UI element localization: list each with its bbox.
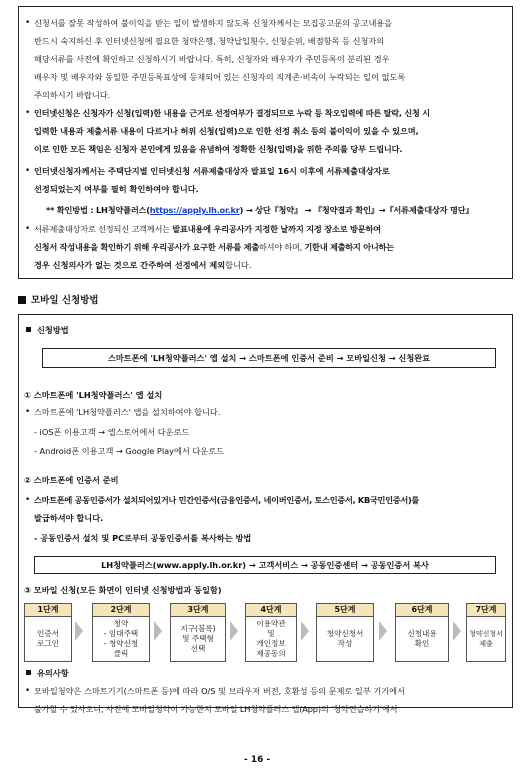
notice-p1-line: 신청서를 잘못 작성하여 불이익을 받는 일이 발생하지 않도록 신청자께서는 모집공고문의 공고내용을 [34,18,393,28]
notice-p4-line [34,242,394,253]
step-card-4 [245,603,297,662]
step-label: 6단계 [395,603,449,617]
section-title-text: 모바일 신청방법 [31,295,99,306]
bullet-dot: • [25,224,31,234]
step3-title: ③ 모바일 신청(모든 화면이 인터넷 신청방법과 동일함) [24,585,222,595]
step-text: 청약신청서 작성 [316,617,374,662]
notice-p3-line: 선정되었는지 여부를 필히 확인하여야 합니다. [34,184,199,194]
step-text: 청약신청서 제출 [466,617,506,662]
notice-p2-line: 입력한 내용과 제출서류 내용이 다르거나 허위 신청(입력)으로 인한 선정 취소 등의 불이익이 있을 수 있으며, [34,126,419,136]
method-heading [26,325,69,336]
small-square-icon [26,327,31,332]
step2-title: ② 스마트폰에 인증서 준비 [24,475,119,485]
caution-heading [26,668,69,679]
confirm-method [46,205,473,216]
step2-bullet: 스마트폰에 공동인증서가 설치되어있거나 민간인증서(금융인증서, 네이버인증서, 토스인증서, KB국민인증서)를 [34,495,420,505]
caution-heading-text: 유의사항 [37,668,69,678]
notice-p1-line: 주의하시기 바랍니다. [34,90,111,100]
step-card-5 [316,603,374,662]
step-text: 신청내용 확인 [395,617,449,662]
bullet-dot: • [25,108,31,118]
caution-line: 불가할 수 있사오니, 사전에 모바일청약이 가능한지 모바일 LH청약플러스 앱(App)의 '청약연습하기'에서 [34,704,398,714]
method-heading-text: 신청방법 [37,325,69,335]
bullet-dot: • [25,18,31,28]
step1-ios: - iOS폰 이용고객 → 앱스토어에서 다운로드 [34,427,190,437]
step-card-1 [24,603,72,662]
step-text: 지구(블록) 및 주택형 선택 [170,617,226,662]
notice-p1-line: 해당서류를 사전에 확인하고 신청하시기 바랍니다. 특히, 신청자와 배우자가 주민등록이 분리된 경우 [34,54,390,64]
step-label: 2단계 [92,603,150,617]
arrow-right-icon [453,621,461,641]
apply-link[interactable]: https://apply.lh.or.kr [149,205,240,215]
step-label: 5단계 [316,603,374,617]
bullet-dot: • [25,407,31,417]
notice-p4-bold: 기한내 제출하지 아니하는 [304,242,394,252]
notice-p1-line: 배우자 및 배우자와 동일한 주민등록표상에 등재되어 있는 신청자의 직계존·비속이 누락되는 일이 없도록 [34,72,406,82]
step-label: 1단계 [24,603,72,617]
notice-p4-text: 합니다. [225,260,252,270]
notice-p4-text: 서류제출대상자로 선정되신 고객께서는 [34,224,173,234]
step-text: 인증서 로그인 [24,617,72,662]
step1-android: - Android폰 이용고객 → Google Play에서 다운로드 [34,446,225,456]
notice-p4-line [34,260,251,271]
arrow-right-icon [154,621,162,641]
step-card-6 [395,603,449,662]
notice-p4-bold: 발표내용에 우리공사가 지정한 날까지 지정 장소로 방문하여 [172,224,381,234]
step-label: 7단계 [466,603,506,617]
step-text: 이용약관 및 개인정보 제공동의 [245,617,297,662]
notice-p4-text: 하셔야 하며, [259,242,305,252]
bullet-dot: • [25,166,31,176]
notice-p4-bold: 경우 신청의사가 없는 것으로 간주하여 선정에서 제외 [34,260,226,270]
step-card-3 [170,603,226,662]
notice-p4-bold: 신청서 작성내용을 확인하기 위해 우리공사가 요구한 서류를 제출 [34,242,260,252]
step1-bullet: 스마트폰에 'LH청약플러스' 앱을 설치하여야 합니다. [34,407,221,417]
confirm-method-prefix: ** 확인방법 : LH청약플러스( [46,205,150,215]
notice-p3-line: 인터넷신청자께서는 주택단지별 인터넷신청 서류제출대상자 발표일 16시 이후에 서류제출대상자로 [34,166,390,176]
step2-bullet: 발급하셔야 합니다. [34,513,104,523]
section-title [18,295,99,306]
caution-line: 모바일청약은 스마트기기(스마트폰 등)에 따라 O/S 및 브라우저 버전, 호환성 등의 문제로 일부 기기에서 [34,686,405,696]
arrow-right-icon [230,621,238,641]
step-label: 4단계 [245,603,297,617]
bullet-dot: • [25,495,31,505]
small-square-icon [26,670,31,675]
step-card-2 [92,603,150,662]
step1-title: ① 스마트폰에 'LH청약플러스' 앱 설치 [24,390,163,400]
arrow-right-icon [379,621,387,641]
notice-p1-line: 반드시 숙지하신 후 인터넷신청에 필요한 청약은행, 청약납입횟수, 신청순위, 배점항목 등 신청자의 [34,36,385,46]
arrow-right-icon [75,621,83,641]
confirm-method-suffix: ) → 상단『청약』 → 『청약결과 확인』→『서류제출대상자 명단』 [239,205,474,215]
step-text: 청약 - 임대주택 - 청약신청 클릭 [92,617,150,662]
cert-flow-box: LH청약플러스(www.apply.lh.or.kr) → 고객서비스 → 공동인증센터 → 공동인증서 복사 [34,556,496,574]
square-icon [18,296,26,304]
method-flow-box: 스마트폰에 'LH청약플러스' 앱 설치 → 스마트폰에 인증서 준비 → 모바일신청 → 신청완료 [42,348,496,368]
arrow-right-icon [301,621,309,641]
bullet-dot: • [25,686,31,696]
notice-p4-line [34,224,381,235]
step-label: 3단계 [170,603,226,617]
notice-p2-line: 이로 인한 모든 책임은 신청자 본인에게 있음을 유념하여 정확한 신청(입력)을 위한 주의를 당부 드립니다. [34,144,403,154]
page-number: - 16 - [244,755,271,765]
notice-p2-line: 인터넷신청은 신청자가 신청(입력)한 내용을 근거로 선정여부가 결정되므로 누락 등 착오입력에 따른 탈락, 신청 시 [34,108,430,118]
step-card-7 [466,603,506,662]
step2-sub: - 공동인증서 설치 및 PC로부터 공동인증서를 복사하는 방법 [34,533,252,543]
